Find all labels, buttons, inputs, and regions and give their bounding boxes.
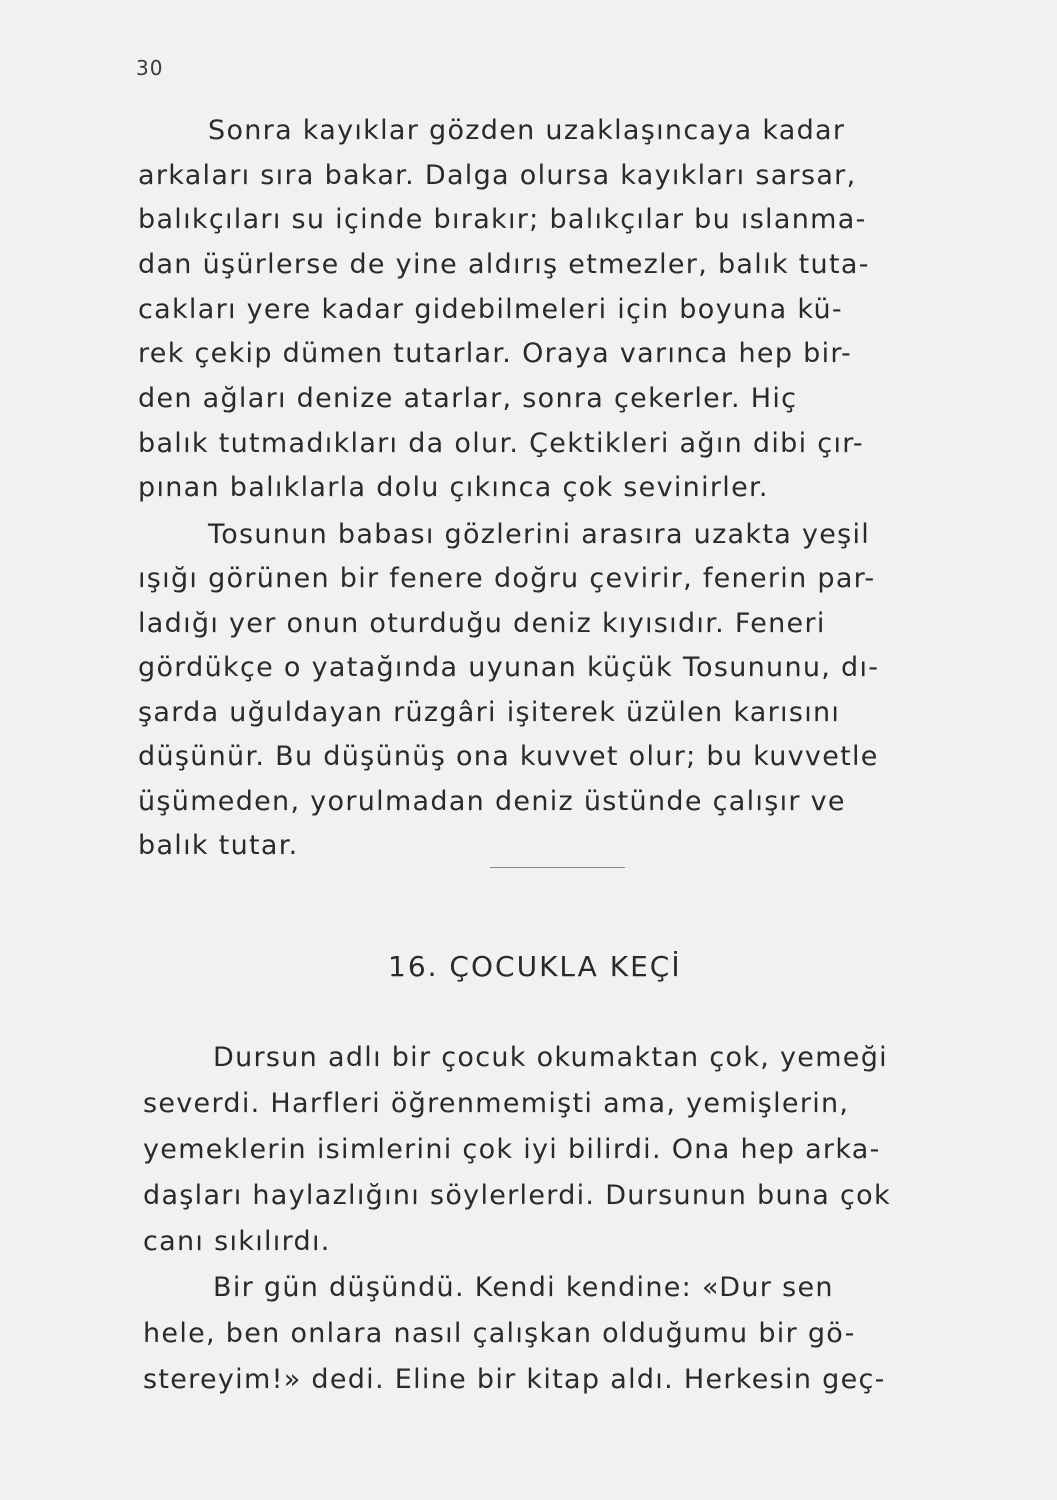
text-line: şarda uğuldayan rüzgâri işiterek üzülen karısını xyxy=(138,697,841,728)
text-line: severdi. Harfleri öğrenmemişti ama, yemişlerin, xyxy=(143,1088,850,1119)
text-line: cakları yere kadar gidebilmeleri için boyuna kü- xyxy=(138,294,843,325)
text-line: Dursun adlı bir çocuk okumaktan çok, yemeği xyxy=(213,1042,888,1073)
text-line: ışığı görünen bir fenere doğru çevirir, fenerin par- xyxy=(138,563,876,594)
text-line: stereyim!» dedi. Eline bir kitap aldı. Herkesin geç- xyxy=(143,1364,886,1395)
text-line: pınan balıklarla dolu çıkınca çok sevinirler. xyxy=(138,472,769,503)
section-divider xyxy=(490,867,625,868)
text-line: arkaları sıra bakar. Dalga olursa kayıkları sarsar, xyxy=(138,160,857,191)
text-line: den ağları denize atarlar, sonra çekerler. Hiç xyxy=(138,383,798,414)
text-line: canı sıkılırdı. xyxy=(143,1226,331,1257)
text-line: dan üşürlerse de yine aldırış etmezler, balık tuta- xyxy=(138,249,870,280)
text-line: daşları haylazlığını söylerlerdi. Dursunun buna çok xyxy=(143,1180,891,1211)
chapter-title: 16. ÇOCUKLA KEÇİ xyxy=(388,950,682,983)
text-line: gördükçe o yatağında uyunan küçük Tosununu, dı- xyxy=(138,652,880,683)
text-line: yemeklerin isimlerini çok iyi bilirdi. Ona hep arka- xyxy=(143,1134,881,1165)
text-line: Bir gün düşündü. Kendi kendine: «Dur sen xyxy=(213,1272,834,1303)
text-line: balık tutmadıkları da olur. Çektikleri ağın dibi çır- xyxy=(138,428,864,459)
page-number: 30 xyxy=(136,56,164,80)
text-line: Tosunun babası gözlerini arasıra uzakta yeşil xyxy=(208,519,871,550)
text-line: hele, ben onlara nasıl çalışkan olduğumu bir gö- xyxy=(143,1318,856,1349)
text-line: Sonra kayıklar gözden uzaklaşıncaya kadar xyxy=(208,115,846,146)
text-line: rek çekip dümen tutarlar. Oraya varınca hep bir- xyxy=(138,338,853,369)
text-line: ladığı yer onun oturduğu deniz kıyısıdır. Feneri xyxy=(138,608,826,639)
text-line: balık tutar. xyxy=(138,830,299,861)
text-line: üşümeden, yorulmadan deniz üstünde çalışır ve xyxy=(138,786,846,817)
text-line: düşünür. Bu düşünüş ona kuvvet olur; bu kuvvetle xyxy=(138,741,879,772)
text-line: balıkçıları su içinde bırakır; balıkçılar bu ıslanma- xyxy=(138,204,867,235)
